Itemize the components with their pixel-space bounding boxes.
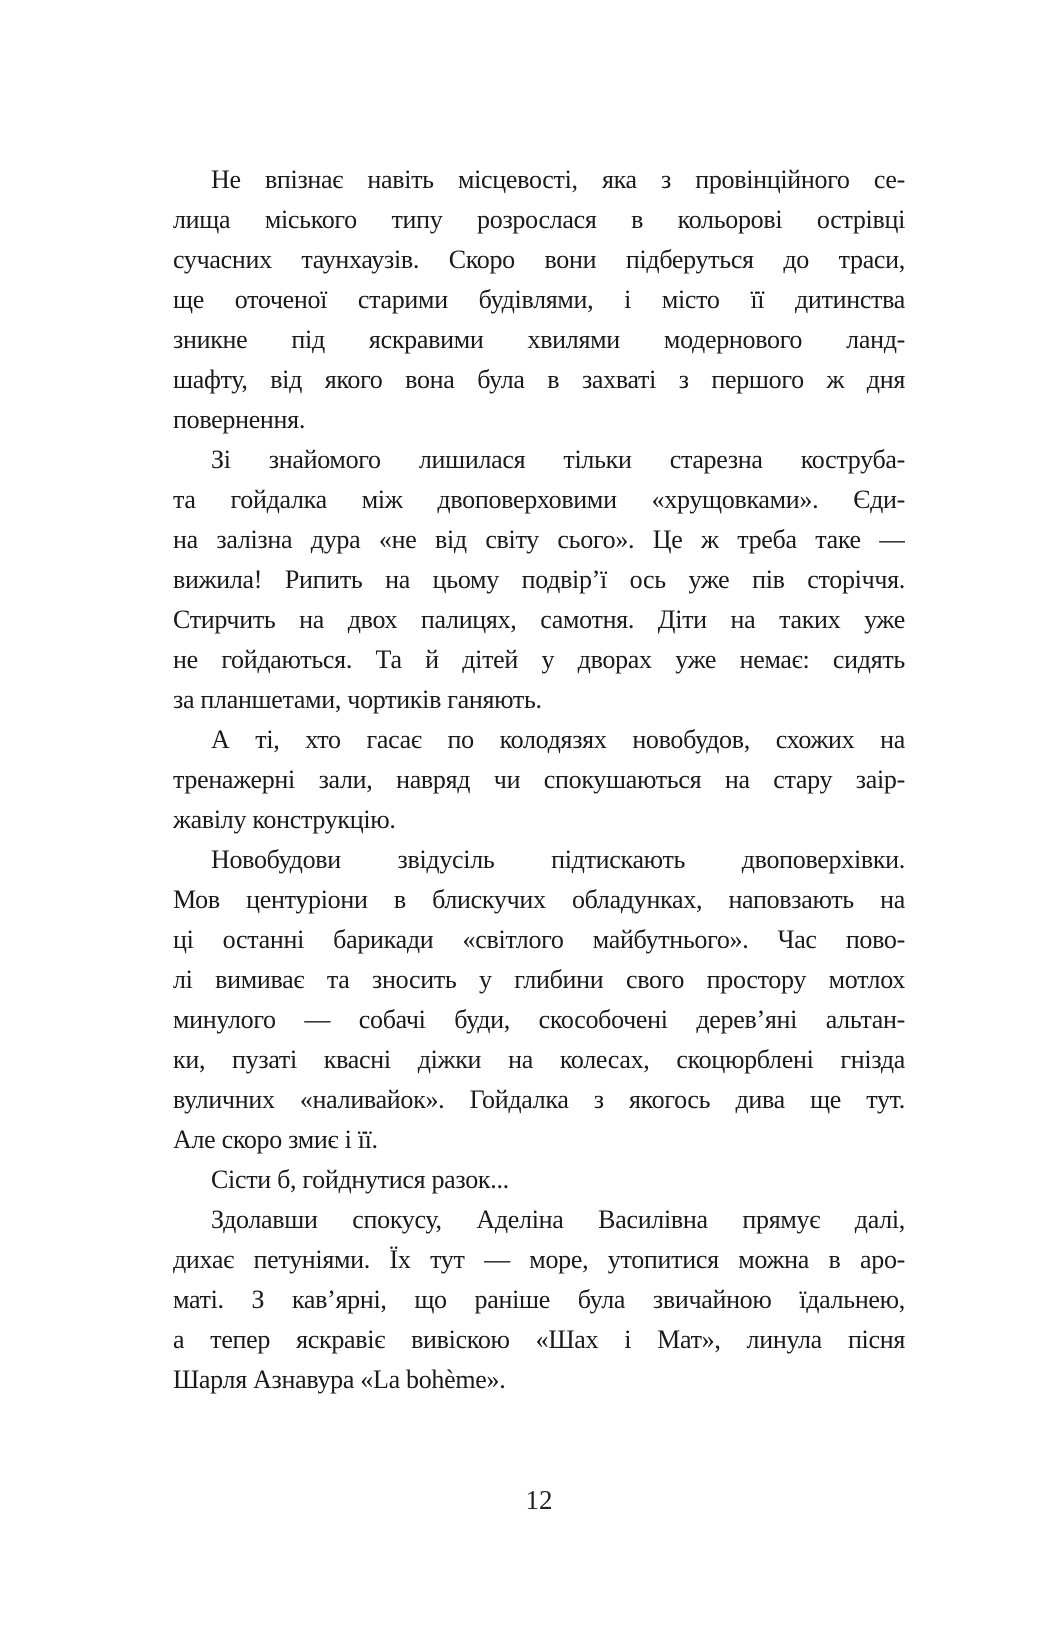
text-line: за планшетами, чортиків ганяють. [173,685,542,714]
paragraph [173,720,905,840]
text-line: А ті, хто гасає по колодязях новобудов, схожих на [211,725,905,754]
text-line: жавілу конструкцію. [173,805,396,834]
text-line: шафту, від якого вона була в захваті з першого ж дня [173,365,905,394]
page-number: 12 [525,1485,553,1515]
text-line: повернення. [173,405,306,434]
text-line: Сісти б, гойднутися разок... [211,1165,509,1194]
text-line: а тепер яскравіє вивіскою «Шах і Мат», линула пісня [173,1325,905,1354]
text-line: ці останні барикади «світлого майбутнього». Час пово- [173,925,905,954]
text-line: сучасних таунхаузів. Скоро вони підберуться до траси, [173,245,905,274]
text-line: Шарля Азнавура «La bohème». [173,1365,506,1394]
text-line: не гойдаються. Та й дітей у дворах уже немає: сидять [173,645,905,674]
text-line: Зі знайомого лишилася тільки старезна коструба- [211,445,905,474]
text-line: минулого — собачі буди, скособочені дерев’яні альтан- [173,1005,905,1034]
text-block [173,160,905,1400]
text-line: Не впізнає навіть місцевості, яка з провінційного се- [211,165,905,194]
paragraph [173,1160,905,1200]
paragraph [173,1200,905,1400]
paragraph [173,840,905,1160]
text-line: лища міського типу розрослася в кольорові острівці [173,205,905,234]
text-line: вижила! Рипить на цьому подвір’ї ось уже пів сторіччя. [173,565,905,594]
text-line: Але скоро змиє і її. [173,1125,378,1154]
text-line: вуличних «наливайок». Гойдалка з якогось дива ще тут. [173,1085,905,1114]
text-line: дихає петуніями. Їх тут — море, утопитися можна в аро- [173,1245,905,1274]
text-line: та гойдалка між двоповерховими «хрущовками». Єди- [173,485,905,514]
text-line: лі вимиває та зносить у глибини свого простору мотлох [173,965,905,994]
text-line: на залізна дура «не від світу сього». Це ж треба таке — [173,525,905,554]
text-line: Стирчить на двох палицях, самотня. Діти на таких уже [173,605,905,634]
text-line: Новобудови звідусіль підтискають двоповерхівки. [211,845,905,874]
paragraph [173,160,905,440]
paragraph [173,440,905,720]
text-line: ки, пузаті квасні діжки на колесах, скоцюрблені гнізда [173,1045,905,1074]
text-line: зникне під яскравими хвилями модернового ланд- [173,325,905,354]
text-line: ще оточеної старими будівлями, і місто її дитинства [173,285,905,314]
text-line: тренажерні зали, навряд чи спокушаються на стару заір- [173,765,905,794]
text-line: маті. З кав’ярні, що раніше була звичайною їдальнею, [173,1285,905,1314]
text-line: Здолавши спокусу, Аделіна Василівна прямує далі, [211,1205,905,1234]
text-line: Мов центуріони в блискучих обладунках, наповзають на [173,885,905,914]
